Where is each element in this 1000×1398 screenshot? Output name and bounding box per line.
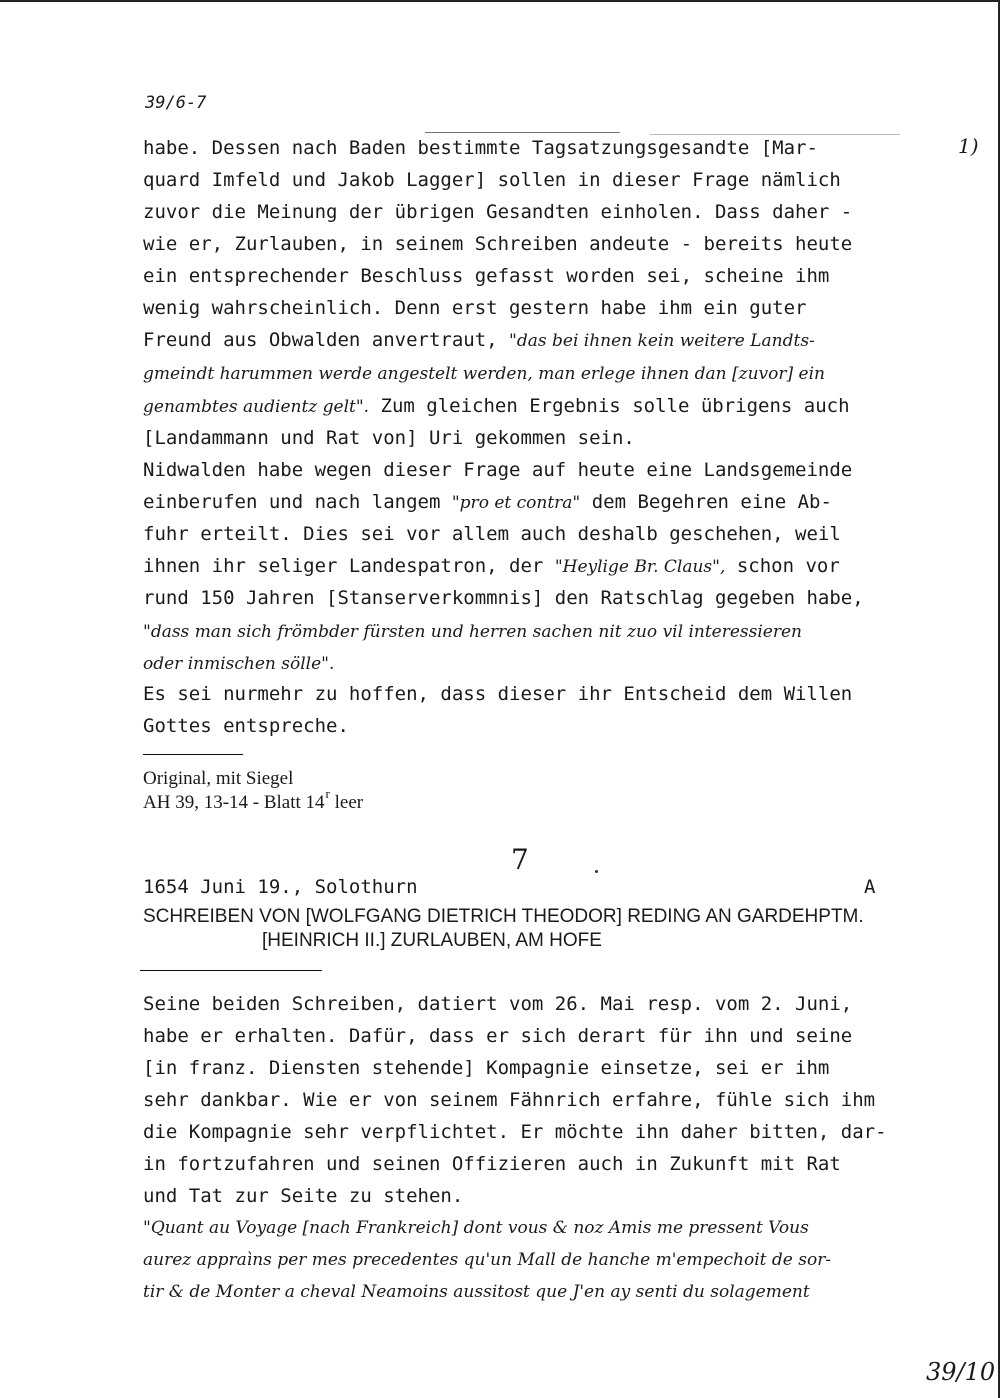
quote-line: "dass man sich frömbder fürsten und herren sachen nit zuo vil interessieren [143,622,802,642]
separator-rule [143,754,243,755]
body-line: ein entsprechender Beschluss gefasst worden sei, scheine ihm [143,265,830,287]
body-line: [in franz. Diensten stehende] Kompagnie einsetze, sei er ihm [143,1057,830,1079]
document-heading-cont: [HEINRICH II.] ZURLAUBEN, AM HOFE [262,930,602,951]
quote-text: genambtes audientz gelt". [143,397,370,417]
editor-mark-line-2 [650,134,900,135]
margin-note-top: 1) [958,134,979,158]
superscript: r [325,786,330,801]
separator-rule [140,970,322,971]
body-line: [Landammann und Rat von] Uri gekommen sein. [143,427,635,449]
source-text: leer [329,792,364,813]
dot-mark [595,870,598,873]
body-text: ihnen ihr seliger Landespatron, der [143,555,555,577]
quote-line: tir & de Monter a cheval Neamoins aussitost que J'en ay senti du solagement [143,1282,810,1302]
quote-line: gmeindt harummen werde angestelt werden, man erlege ihnen dan [zuvor] ein [143,364,825,384]
body-text: Zum gleichen Ergebnis solle übrigens auch [369,395,850,417]
quote-text: "pro et contra" [451,493,581,513]
body-line: Seine beiden Schreiben, datiert vom 26. Mai resp. vom 2. Juni, [143,993,853,1015]
body-line: fuhr erteilt. Dies sei vor allem auch deshalb geschehen, weil [143,523,841,545]
editor-mark-line [425,132,620,133]
body-line: wie er, Zurlauben, in seinem Schreiben andeute - bereits heute [143,233,853,255]
document-code: A [864,876,876,898]
body-line: rund 150 Jahren [Stanserverkommnis] den Ratschlag gegeben habe, [143,587,864,609]
body-line: die Kompagnie sehr verpflichtet. Er möchte ihn daher bitten, dar- [143,1121,887,1143]
quote-text: "Heylige Br. Claus", [554,557,726,577]
margin-note-bottom: 39/10 [926,1358,996,1386]
quote-text: "das bei ihnen kein weitere Landts- [509,331,815,351]
body-line: habe er erhalten. Dafür, dass er sich derart für ihn und seine [143,1025,853,1047]
quote-line: "Quant au Voyage [nach Frankreich] dont vous & noz Amis me pressent Vous [143,1218,809,1238]
source-line [143,786,364,814]
body-line [143,490,832,515]
document-heading: SCHREIBEN VON [WOLFGANG DIETRICH THEODOR] REDING AN GARDEHPTM. [143,906,864,927]
body-line: sehr dankbar. Wie er von seinem Fähnrich erfahre, fühle sich ihm [143,1089,876,1111]
body-line: und Tat zur Seite zu stehen. [143,1185,464,1207]
body-line: zuvor die Meinung der übrigen Gesandten einholen. Dass daher - [143,201,853,223]
body-line [143,554,840,579]
body-text: schon vor [725,555,840,577]
source-text: AH 39, 13-14 - Blatt 14 [143,792,325,813]
page-reference: 39/6-7 [145,93,207,113]
document-number: 7 [511,843,529,876]
body-line: in fortzufahren und seinen Offizieren auch in Zukunft mit Rat [143,1153,841,1175]
body-line: quard Imfeld und Jakob Lagger] sollen in dieser Frage nämlich [143,169,841,191]
body-line: Nidwalden habe wegen dieser Frage auf heute eine Landsgemeinde [143,459,853,481]
source-line: Original, mit Siegel [143,768,294,789]
quote-line: aurez appraìns per mes precedentes qu'un Mall de hanche m'empechoit de sor- [143,1250,832,1270]
body-line: Es sei nurmehr zu hoffen, dass dieser ihr Entscheid dem Willen [143,683,853,705]
document-date: 1654 Juni 19., Solothurn [143,876,418,898]
body-line [143,394,850,419]
body-line: wenig wahrscheinlich. Denn erst gestern habe ihm ein guter [143,297,807,319]
body-line: habe. Dessen nach Baden bestimmte Tagsatzungsgesandte [Mar- [143,137,818,159]
body-text: Freund aus Obwalden anvertraut, [143,329,510,351]
body-text: einberufen und nach langem [143,491,452,513]
body-line: Gottes entspreche. [143,715,349,737]
body-text: dem Begehren eine Ab- [580,491,832,513]
body-line [143,328,815,353]
quote-line: oder inmischen sölle". [143,654,335,674]
page-border-top [0,0,1000,2]
